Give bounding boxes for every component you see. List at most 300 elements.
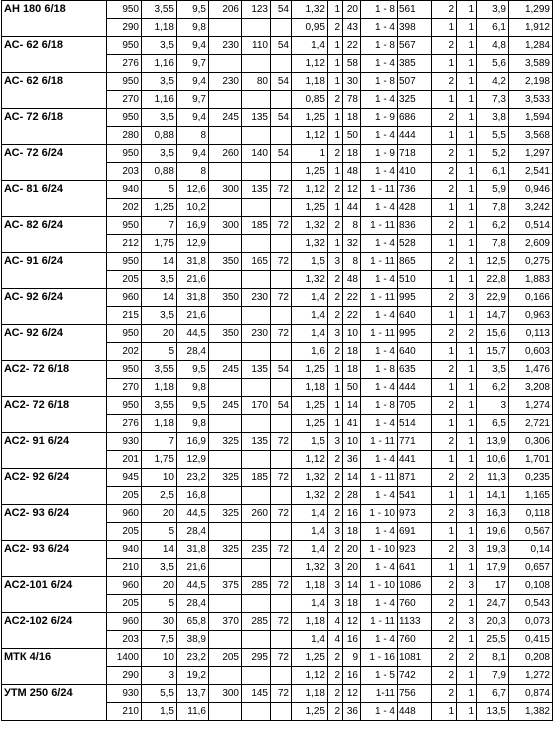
table-cell: 567 (398, 37, 432, 55)
table-cell: 635 (398, 361, 432, 379)
table-cell: 5 (142, 595, 177, 613)
table-cell: 280 (107, 127, 142, 145)
table-cell: 1,32 (292, 559, 328, 577)
table-cell: 36 (343, 703, 361, 721)
table-cell: 15,6 (477, 325, 509, 343)
model-name-cell: АС2-102 6/24 (2, 613, 107, 649)
table-cell: 1,25 (292, 415, 328, 433)
table-cell: 21,6 (177, 271, 209, 289)
table-cell: 203 (107, 631, 142, 649)
table-cell: 3,242 (509, 199, 553, 217)
table-cell: 7 (142, 217, 177, 235)
table-row (2, 361, 553, 379)
table-cell: 1 - 5 (361, 667, 398, 685)
table-cell: 54 (271, 37, 292, 55)
table-cell: 38,9 (177, 631, 209, 649)
table-cell: 3,568 (509, 127, 553, 145)
table-cell: 4 (328, 613, 343, 631)
table-cell: 7,3 (477, 91, 509, 109)
table-cell: 1400 (107, 649, 142, 667)
table-cell: 12,9 (177, 451, 209, 469)
table-cell: 48 (343, 271, 361, 289)
table-row (2, 685, 553, 703)
table-cell: 950 (107, 1, 142, 19)
table-cell: 742 (398, 667, 432, 685)
table-cell: 2 (432, 361, 457, 379)
table-cell: 72 (271, 577, 292, 595)
table-cell (242, 19, 271, 37)
table-cell: 2 (432, 109, 457, 127)
table-cell (209, 199, 242, 217)
table-cell: 14 (343, 577, 361, 595)
table-cell: 1,4 (292, 505, 328, 523)
table-row (2, 505, 553, 523)
table-cell: 950 (107, 253, 142, 271)
table-cell: 6,2 (477, 379, 509, 397)
table-cell: 1,272 (509, 667, 553, 685)
table-cell: 960 (107, 505, 142, 523)
table-cell: 0,108 (509, 577, 553, 595)
table-cell: 1 (457, 343, 477, 361)
table-cell (242, 91, 271, 109)
table-cell: 1 (328, 199, 343, 217)
table-cell: 1 (457, 235, 477, 253)
table-cell: 18 (343, 595, 361, 613)
table-cell: 995 (398, 289, 432, 307)
table-row (2, 109, 553, 127)
table-cell: 1 (457, 397, 477, 415)
table-cell: 43 (343, 19, 361, 37)
table-cell: 325 (398, 91, 432, 109)
table-row (2, 397, 553, 415)
table-cell: 1,5 (142, 703, 177, 721)
table-cell: 398 (398, 19, 432, 37)
table-cell: 72 (271, 217, 292, 235)
table-cell: 1 (328, 379, 343, 397)
table-cell (242, 127, 271, 145)
model-name-cell: АС2- 91 6/24 (2, 433, 107, 469)
table-cell: 1,4 (292, 631, 328, 649)
table-cell: 3 (328, 253, 343, 271)
table-cell: 185 (242, 217, 271, 235)
table-cell: 4 (328, 631, 343, 649)
table-cell: 2 (328, 289, 343, 307)
table-cell: 2 (432, 667, 457, 685)
table-cell: 72 (271, 181, 292, 199)
table-cell: 444 (398, 127, 432, 145)
table-row (2, 541, 553, 559)
table-cell: 12,9 (177, 235, 209, 253)
table-cell: 1,4 (292, 541, 328, 559)
table-cell: 960 (107, 289, 142, 307)
table-cell (209, 91, 242, 109)
table-cell: 9,5 (177, 1, 209, 19)
table-cell: 1 (457, 217, 477, 235)
table-cell: 44,5 (177, 505, 209, 523)
table-cell: 3,55 (142, 361, 177, 379)
table-cell: 1,16 (142, 55, 177, 73)
table-cell: 11,6 (177, 703, 209, 721)
table-cell: 325 (209, 505, 242, 523)
table-cell: 21,6 (177, 559, 209, 577)
table-cell: 760 (398, 595, 432, 613)
table-cell: 6,7 (477, 685, 509, 703)
table-cell: 290 (107, 667, 142, 685)
table-cell: 20 (142, 325, 177, 343)
table-cell: 1 - 4 (361, 271, 398, 289)
table-cell: 18 (343, 343, 361, 361)
model-name-cell: АС2- 72 6/18 (2, 397, 107, 433)
table-cell: 16,8 (177, 487, 209, 505)
table-cell (209, 487, 242, 505)
table-cell (271, 523, 292, 541)
table-cell: 20 (142, 577, 177, 595)
table-cell: 3,533 (509, 91, 553, 109)
table-cell: 973 (398, 505, 432, 523)
table-cell (242, 667, 271, 685)
table-cell: 1 (432, 235, 457, 253)
table-cell: 771 (398, 433, 432, 451)
table-cell: 1 - 4 (361, 127, 398, 145)
table-cell: 22,9 (477, 289, 509, 307)
table-cell: 12,6 (177, 181, 209, 199)
table-cell: 2 (328, 667, 343, 685)
table-cell: 300 (209, 685, 242, 703)
table-cell: 1 (432, 343, 457, 361)
table-cell (209, 271, 242, 289)
table-cell: 1 (432, 91, 457, 109)
table-cell: 2 (432, 595, 457, 613)
table-cell: 3 (328, 595, 343, 613)
table-cell: 48 (343, 163, 361, 181)
table-cell: 140 (242, 145, 271, 163)
table-cell: 14 (142, 289, 177, 307)
table-cell: 9,5 (177, 361, 209, 379)
table-cell: 5 (142, 343, 177, 361)
table-cell: 1 - 8 (361, 37, 398, 55)
table-cell: 1086 (398, 577, 432, 595)
table-cell: 1 (457, 523, 477, 541)
table-cell: 72 (271, 613, 292, 631)
table-cell: 50 (343, 127, 361, 145)
model-name-cell: АС- 72 6/18 (2, 109, 107, 145)
table-cell: 72 (271, 289, 292, 307)
table-cell (209, 451, 242, 469)
table-cell: 1 - 10 (361, 577, 398, 595)
table-cell: 1 (432, 19, 457, 37)
table-cell: 54 (271, 145, 292, 163)
table-cell: 80 (242, 73, 271, 91)
table-cell: 1 (432, 559, 457, 577)
table-cell: 17,9 (477, 559, 509, 577)
table-cell (209, 55, 242, 73)
table-row (2, 613, 553, 631)
table-cell: 2 (328, 145, 343, 163)
table-cell: 5,2 (477, 145, 509, 163)
table-cell (242, 415, 271, 433)
table-cell: 3,9 (477, 1, 509, 19)
table-cell: 3,55 (142, 397, 177, 415)
table-cell: 1,18 (292, 73, 328, 91)
table-cell: 1 (432, 487, 457, 505)
table-cell (209, 235, 242, 253)
table-cell: 2 (328, 703, 343, 721)
table-cell: 2 (328, 181, 343, 199)
table-cell (209, 631, 242, 649)
table-row (2, 325, 553, 343)
table-cell: 1 (432, 703, 457, 721)
table-cell (271, 343, 292, 361)
table-cell: 1,476 (509, 361, 553, 379)
table-cell: 995 (398, 325, 432, 343)
table-cell: 31,8 (177, 541, 209, 559)
table-cell: 30 (142, 613, 177, 631)
table-cell: 9,7 (177, 55, 209, 73)
table-cell: 22 (343, 37, 361, 55)
table-cell: 54 (271, 1, 292, 19)
table-cell: 5,5 (142, 685, 177, 703)
table-cell: 1 (328, 235, 343, 253)
table-cell: 13,7 (177, 685, 209, 703)
table-cell: 1 (457, 253, 477, 271)
table-cell: 1 (457, 163, 477, 181)
table-cell: 205 (107, 487, 142, 505)
table-cell: 1,18 (142, 379, 177, 397)
table-cell: 1 (457, 37, 477, 55)
table-cell: 6,1 (477, 19, 509, 37)
table-cell: 1,18 (292, 613, 328, 631)
table-cell (271, 487, 292, 505)
table-cell: 0,166 (509, 289, 553, 307)
table-cell (271, 307, 292, 325)
table-cell: 1 (328, 73, 343, 91)
table-cell: 10 (343, 325, 361, 343)
table-cell: 325 (209, 469, 242, 487)
table-cell: 1 - 10 (361, 505, 398, 523)
table-cell: 31,8 (177, 253, 209, 271)
table-cell: 18 (343, 361, 361, 379)
table-cell: 836 (398, 217, 432, 235)
table-cell: 3 (328, 577, 343, 595)
table-cell: 0,567 (509, 523, 553, 541)
table-cell: 1,4 (292, 595, 328, 613)
table-cell: 58 (343, 55, 361, 73)
table-cell: 8 (343, 217, 361, 235)
table-cell (242, 451, 271, 469)
table-cell: 1,25 (292, 163, 328, 181)
table-cell: 72 (271, 253, 292, 271)
table-cell: 44,5 (177, 577, 209, 595)
table-cell: 0,275 (509, 253, 553, 271)
table-cell: 3,5 (142, 145, 177, 163)
table-cell: 1 (457, 145, 477, 163)
table-cell: 1,4 (292, 307, 328, 325)
table-cell: 1 - 8 (361, 73, 398, 91)
table-cell: 212 (107, 235, 142, 253)
table-cell: 3 (477, 397, 509, 415)
table-cell: 1,25 (292, 703, 328, 721)
table-cell: 3,5 (142, 37, 177, 55)
table-cell: 3,55 (142, 1, 177, 19)
model-name-cell: АС2- 93 6/24 (2, 505, 107, 541)
table-cell: 640 (398, 343, 432, 361)
table-cell: 20 (343, 559, 361, 577)
table-cell: 3,5 (142, 109, 177, 127)
table-cell: 1 (328, 127, 343, 145)
table-cell: 1 - 4 (361, 235, 398, 253)
table-cell: 2 (457, 469, 477, 487)
table-cell: 1 - 4 (361, 487, 398, 505)
table-cell: 0,235 (509, 469, 553, 487)
table-cell (271, 667, 292, 685)
table-cell: 1,382 (509, 703, 553, 721)
table-cell: 2 (457, 649, 477, 667)
table-cell: 705 (398, 397, 432, 415)
motor-spec-table (1, 0, 553, 721)
table-row (2, 217, 553, 235)
table-cell: 1 (432, 271, 457, 289)
table-cell (271, 271, 292, 289)
table-cell: 54 (271, 73, 292, 91)
table-row (2, 433, 553, 451)
table-cell (242, 487, 271, 505)
table-row (2, 649, 553, 667)
table-cell: 1,75 (142, 451, 177, 469)
table-cell: 9,8 (177, 379, 209, 397)
table-cell: 65,8 (177, 613, 209, 631)
table-cell: 2 (432, 37, 457, 55)
table-row (2, 181, 553, 199)
table-cell: 9,8 (177, 415, 209, 433)
table-cell: 375 (209, 577, 242, 595)
table-cell: 2 (432, 433, 457, 451)
table-cell: 1,4 (292, 325, 328, 343)
table-cell: 1081 (398, 649, 432, 667)
table-cell: 3 (457, 541, 477, 559)
table-cell: 428 (398, 199, 432, 217)
table-cell: 16,3 (477, 505, 509, 523)
table-cell: 20,3 (477, 613, 509, 631)
table-cell: 135 (242, 433, 271, 451)
table-cell: 230 (209, 73, 242, 91)
table-cell: 3 (457, 577, 477, 595)
table-cell: 2 (432, 397, 457, 415)
table-cell: 201 (107, 451, 142, 469)
table-cell: 1,18 (292, 379, 328, 397)
table-cell: 1 (457, 271, 477, 289)
model-name-cell: АС2- 72 6/18 (2, 361, 107, 397)
model-name-cell: АС2-101 6/24 (2, 577, 107, 613)
table-cell: 22 (343, 289, 361, 307)
table-cell: 9,4 (177, 145, 209, 163)
table-cell: 1,75 (142, 235, 177, 253)
table-cell: 22,8 (477, 271, 509, 289)
table-cell: 325 (209, 433, 242, 451)
table-cell: 1 (457, 433, 477, 451)
table-cell: 2 (328, 307, 343, 325)
table-cell: 10,2 (177, 199, 209, 217)
table-cell: 206 (209, 1, 242, 19)
table-cell: 1,284 (509, 37, 553, 55)
table-cell: 9,4 (177, 73, 209, 91)
table-cell: 36 (343, 451, 361, 469)
table-cell: 7,5 (142, 631, 177, 649)
table-cell: 1 - 11 (361, 289, 398, 307)
table-cell: 3,5 (477, 361, 509, 379)
table-cell: 1,274 (509, 397, 553, 415)
table-cell (209, 523, 242, 541)
table-cell: 960 (107, 577, 142, 595)
table-cell: 2 (432, 685, 457, 703)
table-cell: 1 - 4 (361, 415, 398, 433)
table-cell: 205 (209, 649, 242, 667)
table-cell: 1,32 (292, 469, 328, 487)
table-cell: 1,25 (292, 109, 328, 127)
table-cell: 528 (398, 235, 432, 253)
table-cell: 3 (328, 433, 343, 451)
table-cell: 8 (177, 163, 209, 181)
table-cell: 16,9 (177, 217, 209, 235)
table-cell: 54 (271, 109, 292, 127)
table-cell: 1 (328, 415, 343, 433)
table-cell (271, 19, 292, 37)
table-cell: 3 (142, 667, 177, 685)
model-name-cell: АС- 62 6/18 (2, 37, 107, 73)
table-cell: 2 (432, 181, 457, 199)
table-cell: 285 (242, 577, 271, 595)
table-cell (209, 163, 242, 181)
table-cell: 1 - 11 (361, 181, 398, 199)
table-cell: 1 - 4 (361, 451, 398, 469)
table-cell: 72 (271, 541, 292, 559)
table-cell: 31,8 (177, 289, 209, 307)
table-cell: 260 (242, 505, 271, 523)
table-cell (271, 451, 292, 469)
table-cell: 4,8 (477, 37, 509, 55)
table-cell: 13,9 (477, 433, 509, 451)
table-cell: 507 (398, 73, 432, 91)
table-cell: 2,721 (509, 415, 553, 433)
table-cell: 1 (457, 199, 477, 217)
table-cell: 205 (107, 595, 142, 613)
table-cell (271, 631, 292, 649)
table-cell: 1 (432, 523, 457, 541)
table-cell: 202 (107, 199, 142, 217)
table-cell (242, 55, 271, 73)
table-cell: 23,2 (177, 649, 209, 667)
table-cell (242, 631, 271, 649)
table-cell: 2,198 (509, 73, 553, 91)
table-cell: 1 (328, 397, 343, 415)
table-cell: 0,95 (292, 19, 328, 37)
table-cell: 1 - 4 (361, 307, 398, 325)
table-cell: 145 (242, 685, 271, 703)
table-cell: 1 - 9 (361, 109, 398, 127)
table-cell (209, 415, 242, 433)
table-cell: 1,18 (292, 577, 328, 595)
table-cell: 691 (398, 523, 432, 541)
table-cell: 1 (328, 37, 343, 55)
table-cell: 0,85 (292, 91, 328, 109)
table-cell: 1 (328, 109, 343, 127)
model-name-cell: АС- 92 6/24 (2, 289, 107, 325)
table-cell: 230 (242, 325, 271, 343)
table-cell: 640 (398, 307, 432, 325)
table-cell (242, 595, 271, 613)
table-cell: 1 (457, 631, 477, 649)
table-cell: 0,946 (509, 181, 553, 199)
table-cell: 54 (271, 361, 292, 379)
